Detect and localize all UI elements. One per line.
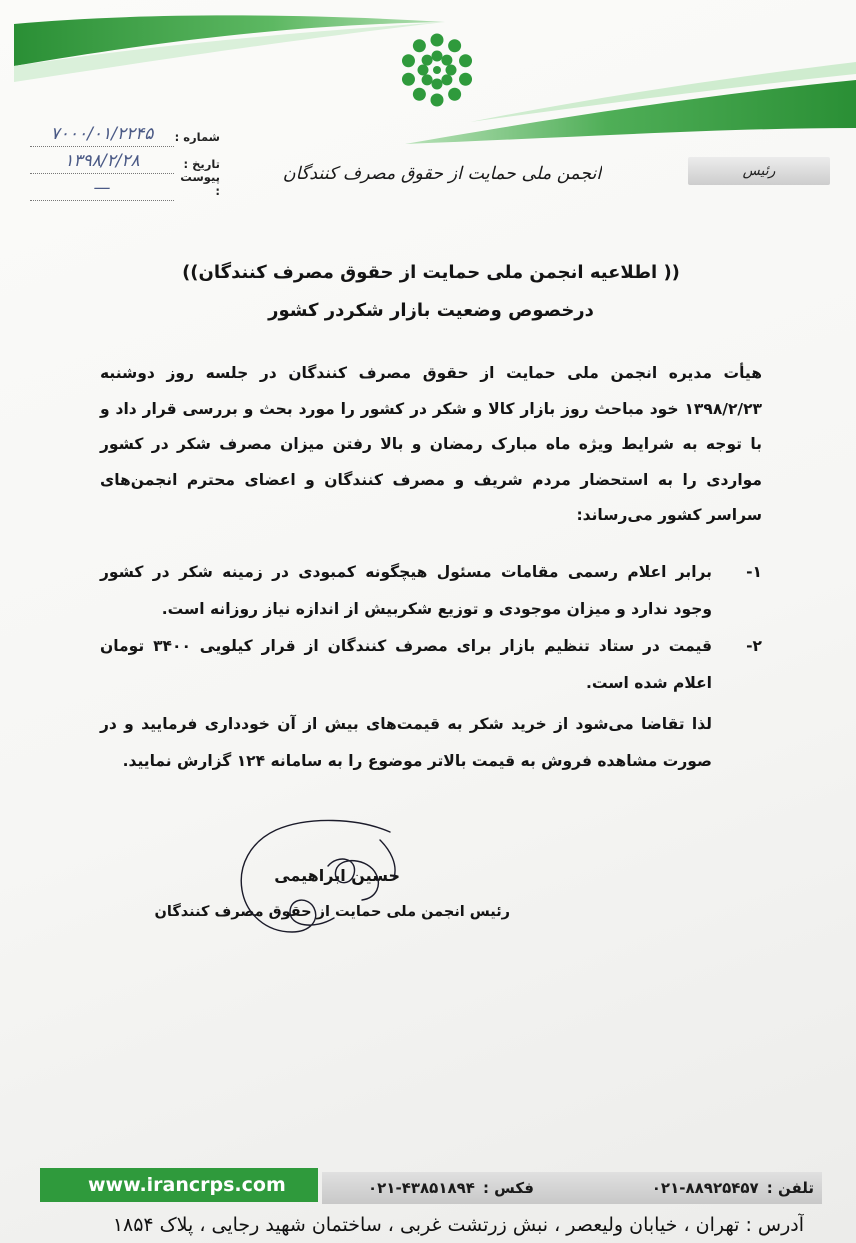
phone-label: تلفن : xyxy=(766,1179,814,1197)
fax-label: فکس : xyxy=(482,1179,534,1197)
list-item xyxy=(100,628,762,702)
footer-website: www.irancrps.com xyxy=(40,1168,318,1202)
intro-paragraph: هیأت مدیره انجمن ملی حمایت از حقوق مصرف کنندگان در جلسه روز دوشنبه ۱۳۹۸/۲/۲۳ خود مباحث روز بازار کالا و شکر در کشور را مورد بحث و بررسی قرار داد و با توجه به شرایط ویژه ماه مبارک رمضان و بالا رفتن میزان مصرف شکر در کشور مواردی را به استحضار مردم شریف و مصرف کنندگان و اعضای محترم انجمن‌های سراسر کشور می‌رساند: xyxy=(100,364,762,524)
signatory-name: حسین ابراهیمی xyxy=(274,865,400,885)
logo xyxy=(402,34,472,107)
header-swoosh-right xyxy=(405,62,856,144)
reference-number-value: ۷۰۰۰/۰۱/۲۲۴۵ xyxy=(30,122,174,147)
footer-address: آدرس : تهران ، خیابان ولیعصر ، نبش زرتشت غربی ، ساختمان شهید رجایی ، پلاک ۱۸۵۴ xyxy=(112,1214,804,1236)
list-item-number: ۲- xyxy=(746,636,762,655)
notice-items xyxy=(100,554,762,702)
fax-number: ۰۲۱-۴۳۸۵۱۸۹۴ xyxy=(368,1179,475,1197)
signatory-title: رئیس انجمن ملی حمایت از حقوق مصرف کنندگان xyxy=(154,903,510,920)
notice-title: (( اطلاعیه انجمن ملی حمایت از حقوق مصرف کنندگان)) xyxy=(182,262,680,283)
reference-number-row xyxy=(30,120,220,147)
list-item-text: برابر اعلام رسمی مقامات مسئول هیچگونه کمبودی در زمینه شکر در کشور وجود ندارد و میزان موجودی و توزیع شکربیش از اندازه نیاز روزانه است. xyxy=(100,562,712,618)
notice-subtitle: درخصوص وضعیت بازار شکردر کشور xyxy=(268,300,594,321)
letterhead-role: رئیس xyxy=(688,157,830,185)
list-item xyxy=(100,554,762,628)
date-value: ۱۳۹۸/۲/۲۸ xyxy=(30,149,174,174)
list-item-text: قیمت در ستاد تنظیم بازار برای مصرف کنندگان از قرار کیلویی ۳۴۰۰ تومان اعلام شده است. xyxy=(100,636,712,692)
letter-body xyxy=(100,254,762,930)
list-item-number: ۱- xyxy=(746,562,762,581)
footer-phone xyxy=(652,1179,814,1197)
footer-fax xyxy=(368,1179,534,1197)
organization-name: انجمن ملی حمایت از حقوق مصرف کنندگان xyxy=(282,164,602,184)
attachment-label: پیوست : xyxy=(180,170,220,198)
closing-paragraph: لذا تقاضا می‌شود از خرید شکر به قیمت‌های بیش از آن خودداری فرمایید و در صورت مشاهده فروش به قیمت بالاتر موضوع را به سامانه ۱۲۴ گزارش نمایید. xyxy=(100,714,712,770)
phone-number: ۰۲۱-۸۸۹۲۵۴۵۷ xyxy=(651,1179,759,1197)
header-swoosh-left xyxy=(14,15,445,82)
date-label: تاریخ : xyxy=(183,157,220,171)
reference-number-label: شماره : xyxy=(174,130,220,144)
letter-reference-block xyxy=(30,120,220,201)
footer-contact-bar xyxy=(322,1172,822,1204)
attachment-row xyxy=(30,170,220,201)
attachment-value: — xyxy=(30,176,174,201)
signature-block xyxy=(150,858,510,930)
